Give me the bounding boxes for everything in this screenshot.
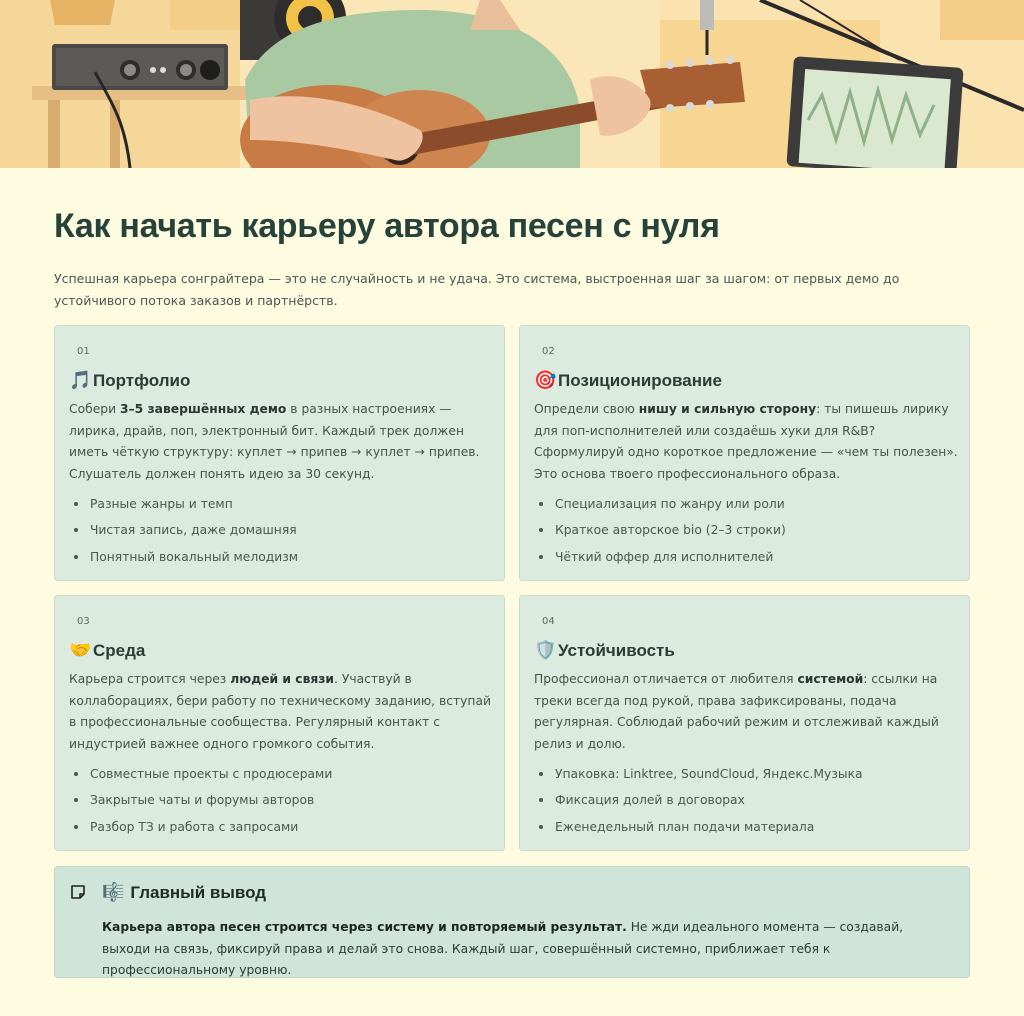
shield-icon: 🛡️	[534, 640, 557, 661]
target-icon: 🎯	[534, 370, 557, 391]
summary-title: 🎼 Главный вывод	[102, 882, 267, 902]
list-item: Еженедельный план подачи материала	[534, 814, 958, 840]
step-bullets	[534, 491, 958, 570]
step-bullets	[69, 761, 493, 840]
hero-illustration	[0, 0, 1024, 168]
step-header	[69, 370, 190, 391]
step-title: Среда	[93, 640, 146, 660]
step-card-environment	[54, 595, 505, 851]
list-item: Упаковка: Linktree, SoundCloud, Яндекс.Музыка	[534, 761, 958, 787]
list-item: Специализация по жанру или роли	[534, 491, 958, 517]
list-item: Разбор ТЗ и работа с запросами	[69, 814, 493, 840]
musical-note-icon: 🎵	[69, 370, 92, 391]
step-title: Портфолио	[93, 370, 191, 390]
step-text: Профессионал отличается от любителя системой: ссылки на треки всегда под рукой, права зафиксированы, подача регулярная. Соблюдай рабочий режим и отслеживай каждый релиз и долю.	[534, 672, 939, 751]
step-title: Устойчивость	[558, 640, 675, 660]
guitar-studio-illustration	[0, 0, 1024, 168]
list-item: Разные жанры и темп	[69, 491, 493, 517]
step-bullets	[69, 491, 493, 570]
page-title: Как начать карьеру автора песен с нуля	[54, 207, 720, 245]
summary-callout	[54, 866, 970, 978]
step-text-highlight: 3–5 завершённых демо	[119, 402, 287, 416]
step-text-highlight: людей и связи	[230, 672, 335, 686]
list-item: Чистая запись, даже домашняя	[69, 517, 493, 543]
summary-text-highlight: Карьера автора песен строится через систему и повторяемый результат.	[102, 920, 627, 934]
step-title: Позиционирование	[558, 370, 722, 390]
step-header	[69, 640, 145, 661]
step-text: Собери 3–5 завершённых демо в разных настроениях — лирика, драйв, поп, электронный бит. Каждый трек должен иметь чёткую структуру: куплет → припев → куплет → припев. Слушатель должен понять идею за 30 секунд.	[69, 402, 480, 481]
step-card-positioning	[519, 325, 970, 581]
page-intro: Успешная карьера сонграйтера — это не случайность и не удача. Это система, выстроенная шаг за шагом: от первых демо до устойчивого потока заказов и партнёрств.	[54, 271, 900, 308]
handshake-icon: 🤝	[69, 640, 92, 661]
list-item: Закрытые чаты и форумы авторов	[69, 787, 493, 813]
summary-text: Карьера автора песен строится через систему и повторяемый результат. Не жди идеального момента — создавай, выходи на связь, фиксируй права и делай это снова. Каждый шаг, совершённый системно, приближает тебя к профессиональному уровню.	[102, 920, 904, 977]
article	[54, 168, 970, 977]
step-text: Карьера строится через людей и связи. Участвуй в коллаборациях, бери работу по техническому заданию, вступай в профессиональные сообщества. Регулярный контакт с индустрией важнее одного громкого события.	[69, 672, 492, 751]
step-number: 01	[77, 346, 90, 357]
list-item: Фиксация долей в договорах	[534, 787, 958, 813]
list-item: Совместные проекты с продюсерами	[69, 761, 493, 787]
step-number: 02	[542, 346, 555, 357]
list-item: Краткое авторское bio (2–3 строки)	[534, 517, 958, 543]
musical-score-icon: 🎼	[102, 882, 125, 902]
step-number: 04	[542, 616, 555, 627]
step-card-sustainability	[519, 595, 970, 851]
step-text-highlight: системой	[797, 672, 864, 686]
step-header	[534, 370, 722, 391]
step-text: Определи свою нишу и сильную сторону: ты пишешь лирику для поп-исполнителей или создаёшь хуки для R&B? Сформулируй одно короткое предложение — «чем ты полезен». Это основа твоего профессионального образа.	[534, 402, 958, 481]
list-item: Чёткий оффер для исполнителей	[534, 544, 958, 570]
step-text-highlight: нишу и сильную сторону	[638, 402, 817, 416]
step-card-portfolio	[54, 325, 505, 581]
list-item: Понятный вокальный мелодизм	[69, 544, 493, 570]
note-icon	[70, 884, 86, 904]
step-number: 03	[77, 616, 90, 627]
step-header	[534, 640, 675, 661]
step-bullets	[534, 761, 958, 840]
